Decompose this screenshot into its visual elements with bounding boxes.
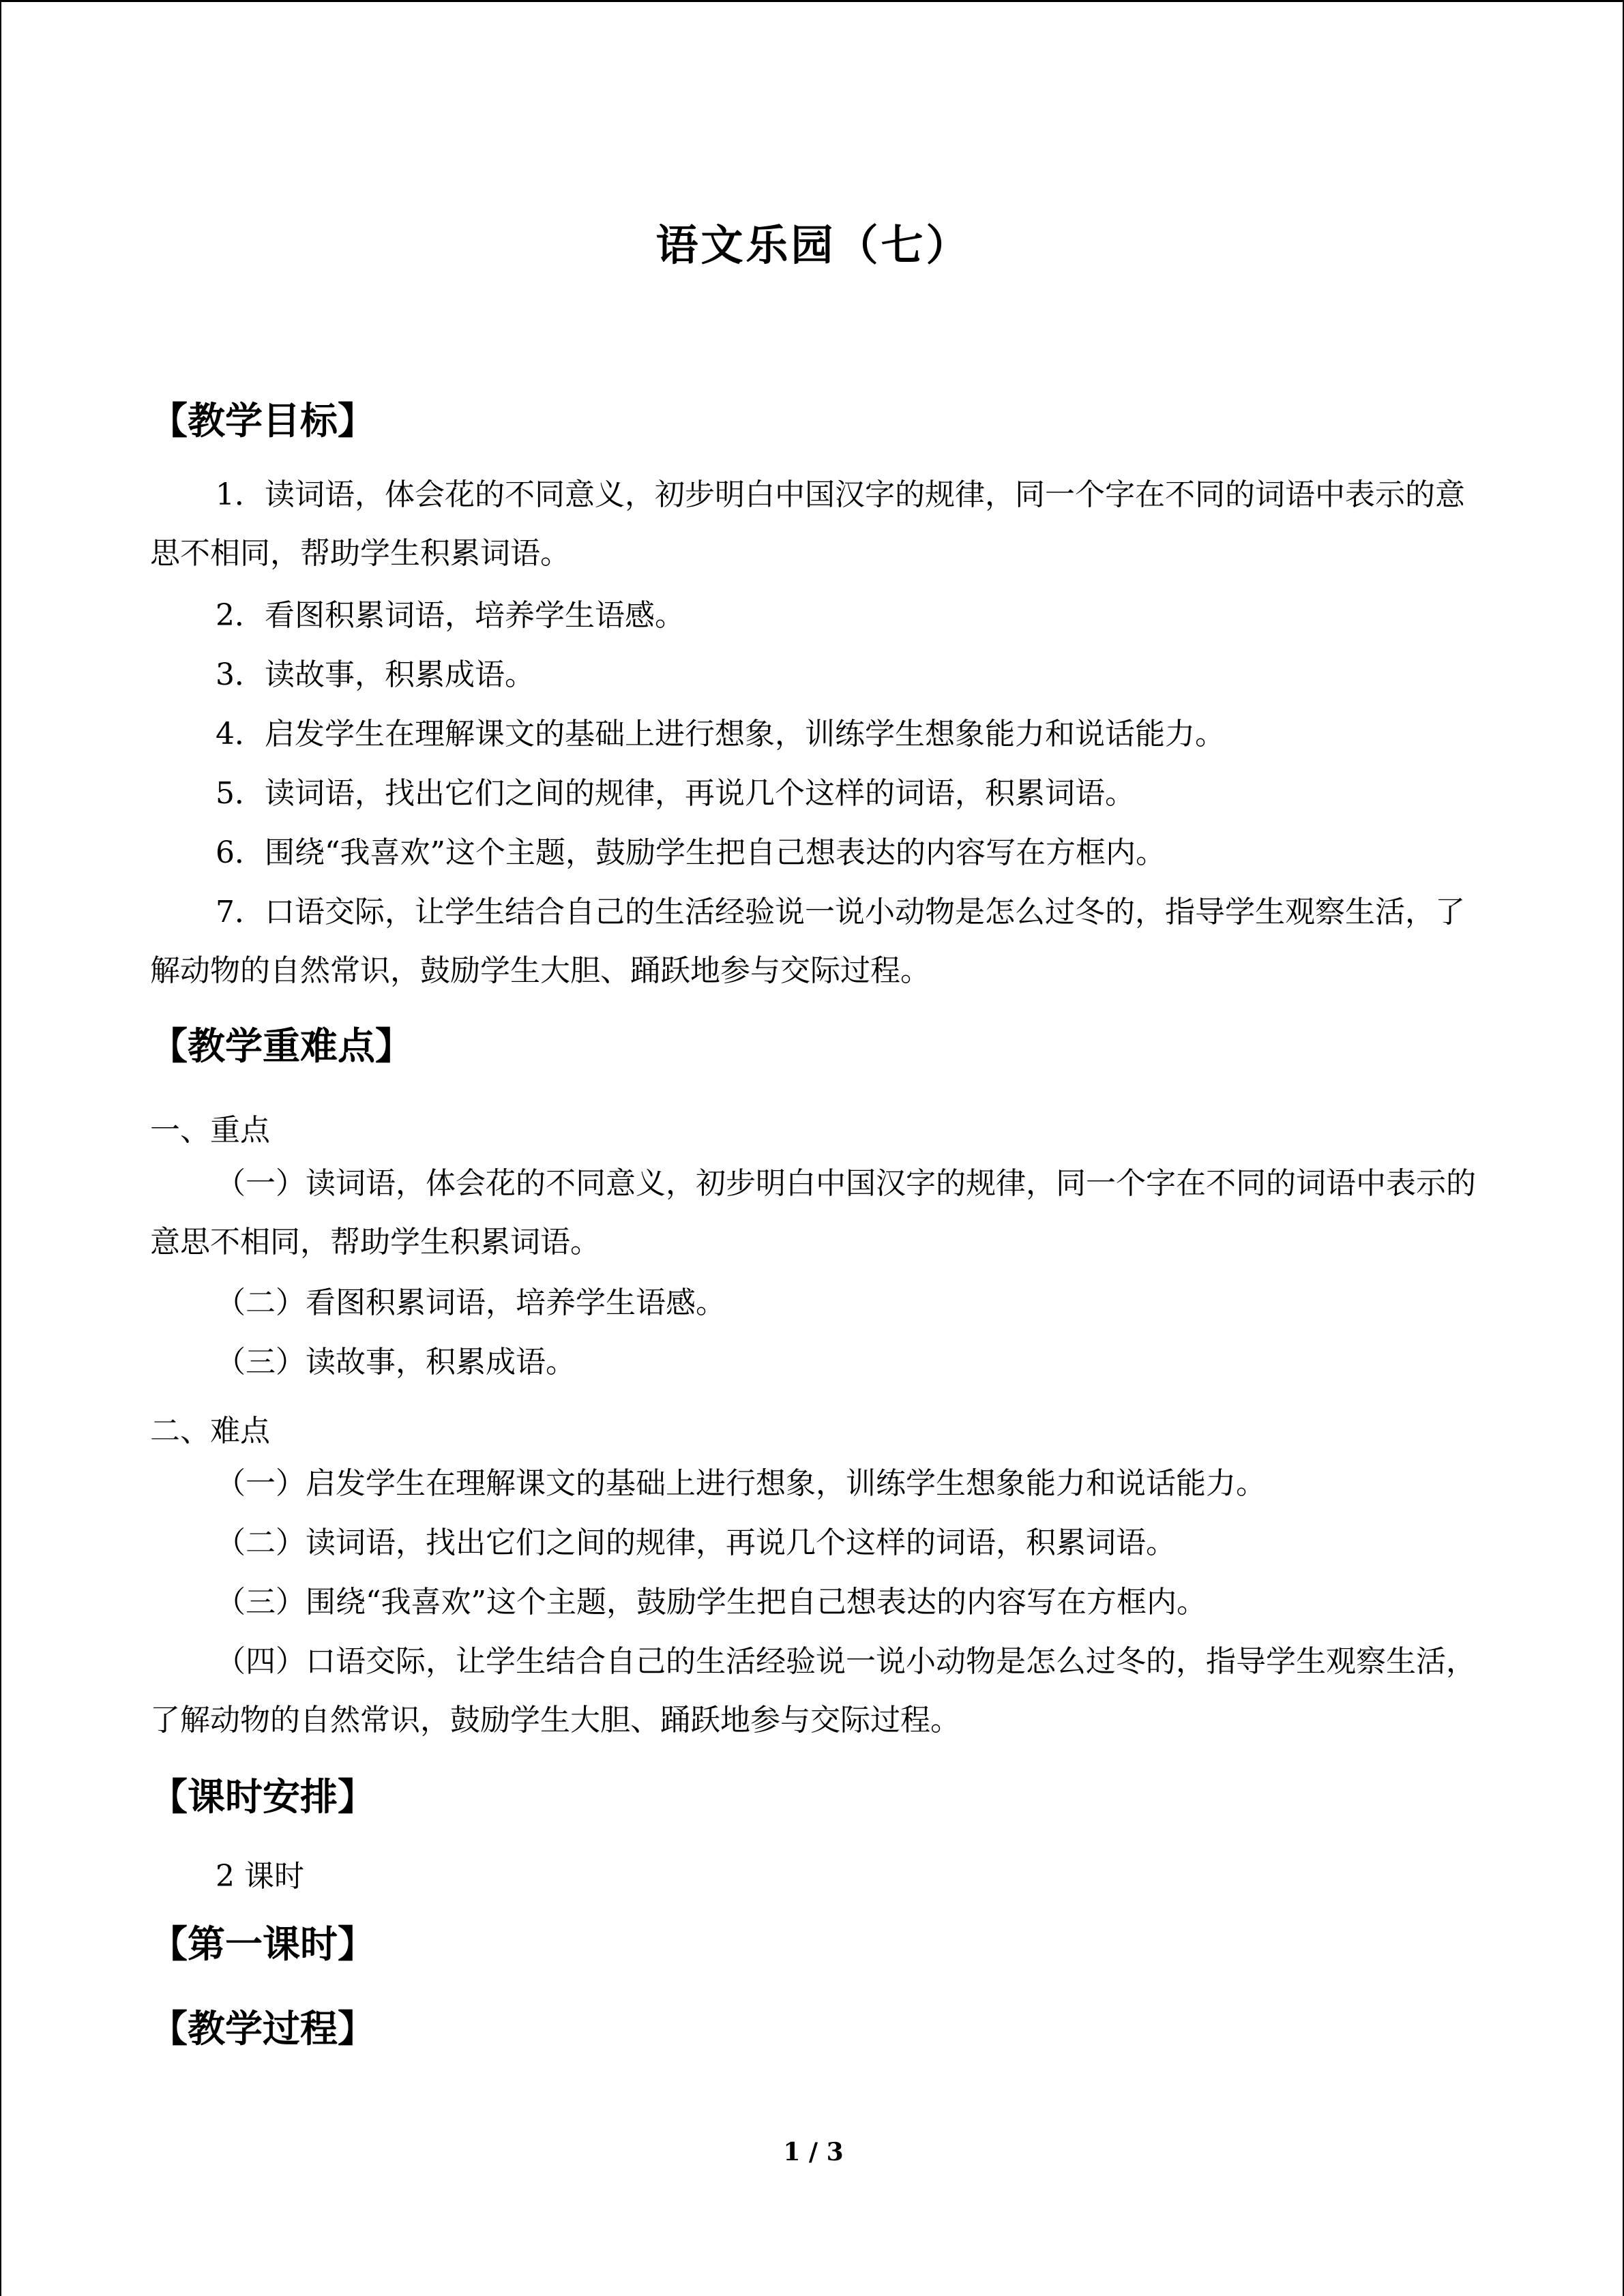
process-heading: 【教学过程】 bbox=[150, 2007, 376, 2051]
key-label: 一、重点 bbox=[150, 1113, 270, 1148]
key-item-3: （三）读故事，积累成语。 bbox=[216, 1345, 576, 1380]
schedule-heading: 【课时安排】 bbox=[150, 1775, 376, 1819]
goal-item-3: 3．读故事，积累成语。 bbox=[216, 657, 535, 692]
difficult-label: 二、难点 bbox=[150, 1414, 270, 1448]
difficult-item-1: （一）启发学生在理解课文的基础上进行想象，训练学生想象能力和说话能力。 bbox=[216, 1466, 1266, 1501]
difficult-item-3: （三）围绕“我喜欢”这个主题，鼓励学生把自己想表达的内容写在方框内。 bbox=[216, 1585, 1207, 1620]
goal-item-4: 4．启发学生在理解课文的基础上进行想象，训练学生想象能力和说话能力。 bbox=[216, 717, 1225, 751]
goal-item-5: 5．读词语，找出它们之间的规律，再说几个这样的词语，积累词语。 bbox=[216, 776, 1135, 811]
page-number: 1 / 3 bbox=[783, 2138, 844, 2166]
difficult-item-2: （二）读词语，找出它们之间的规律，再说几个这样的词语，积累词语。 bbox=[216, 1525, 1176, 1560]
goal-item-6: 6．围绕“我喜欢”这个主题，鼓励学生把自己想表达的内容写在方框内。 bbox=[216, 835, 1166, 870]
goal-item-7: 7．口语交际，让学生结合自己的生活经验说一说小动物是怎么过冬的，指导学生观察生活，了解动物的自然常识，鼓励学生大胆、踊跃地参与交际过程。 bbox=[150, 895, 1465, 988]
goals-heading: 【教学目标】 bbox=[150, 399, 376, 443]
difficult-item-4: （四）口语交际，让学生结合自己的生活经验说一说小动物是怎么过冬的，指导学生观察生活，了解动物的自然常识，鼓励学生大胆、踊跃地参与交际过程。 bbox=[150, 1644, 1476, 1738]
key-item-1: （一）读词语，体会花的不同意义，初步明白中国汉字的规律，同一个字在不同的词语中表示的意思不相同，帮助学生积累词语。 bbox=[150, 1166, 1476, 1259]
goal-item-1: 1．读词语，体会花的不同意义，初步明白中国汉字的规律，同一个字在不同的词语中表示的意思不相同，帮助学生积累词语。 bbox=[150, 477, 1465, 571]
keypoints-heading: 【教学重难点】 bbox=[150, 1024, 413, 1068]
goal-item-2: 2．看图积累词语，培养学生语感。 bbox=[216, 598, 685, 633]
key-item-2: （二）看图积累词语，培养学生语感。 bbox=[216, 1285, 726, 1320]
schedule-value: 2 课时 bbox=[216, 1859, 304, 1894]
document-title: 语文乐园（七） bbox=[655, 220, 971, 270]
lesson1-heading: 【第一课时】 bbox=[150, 1922, 376, 1966]
